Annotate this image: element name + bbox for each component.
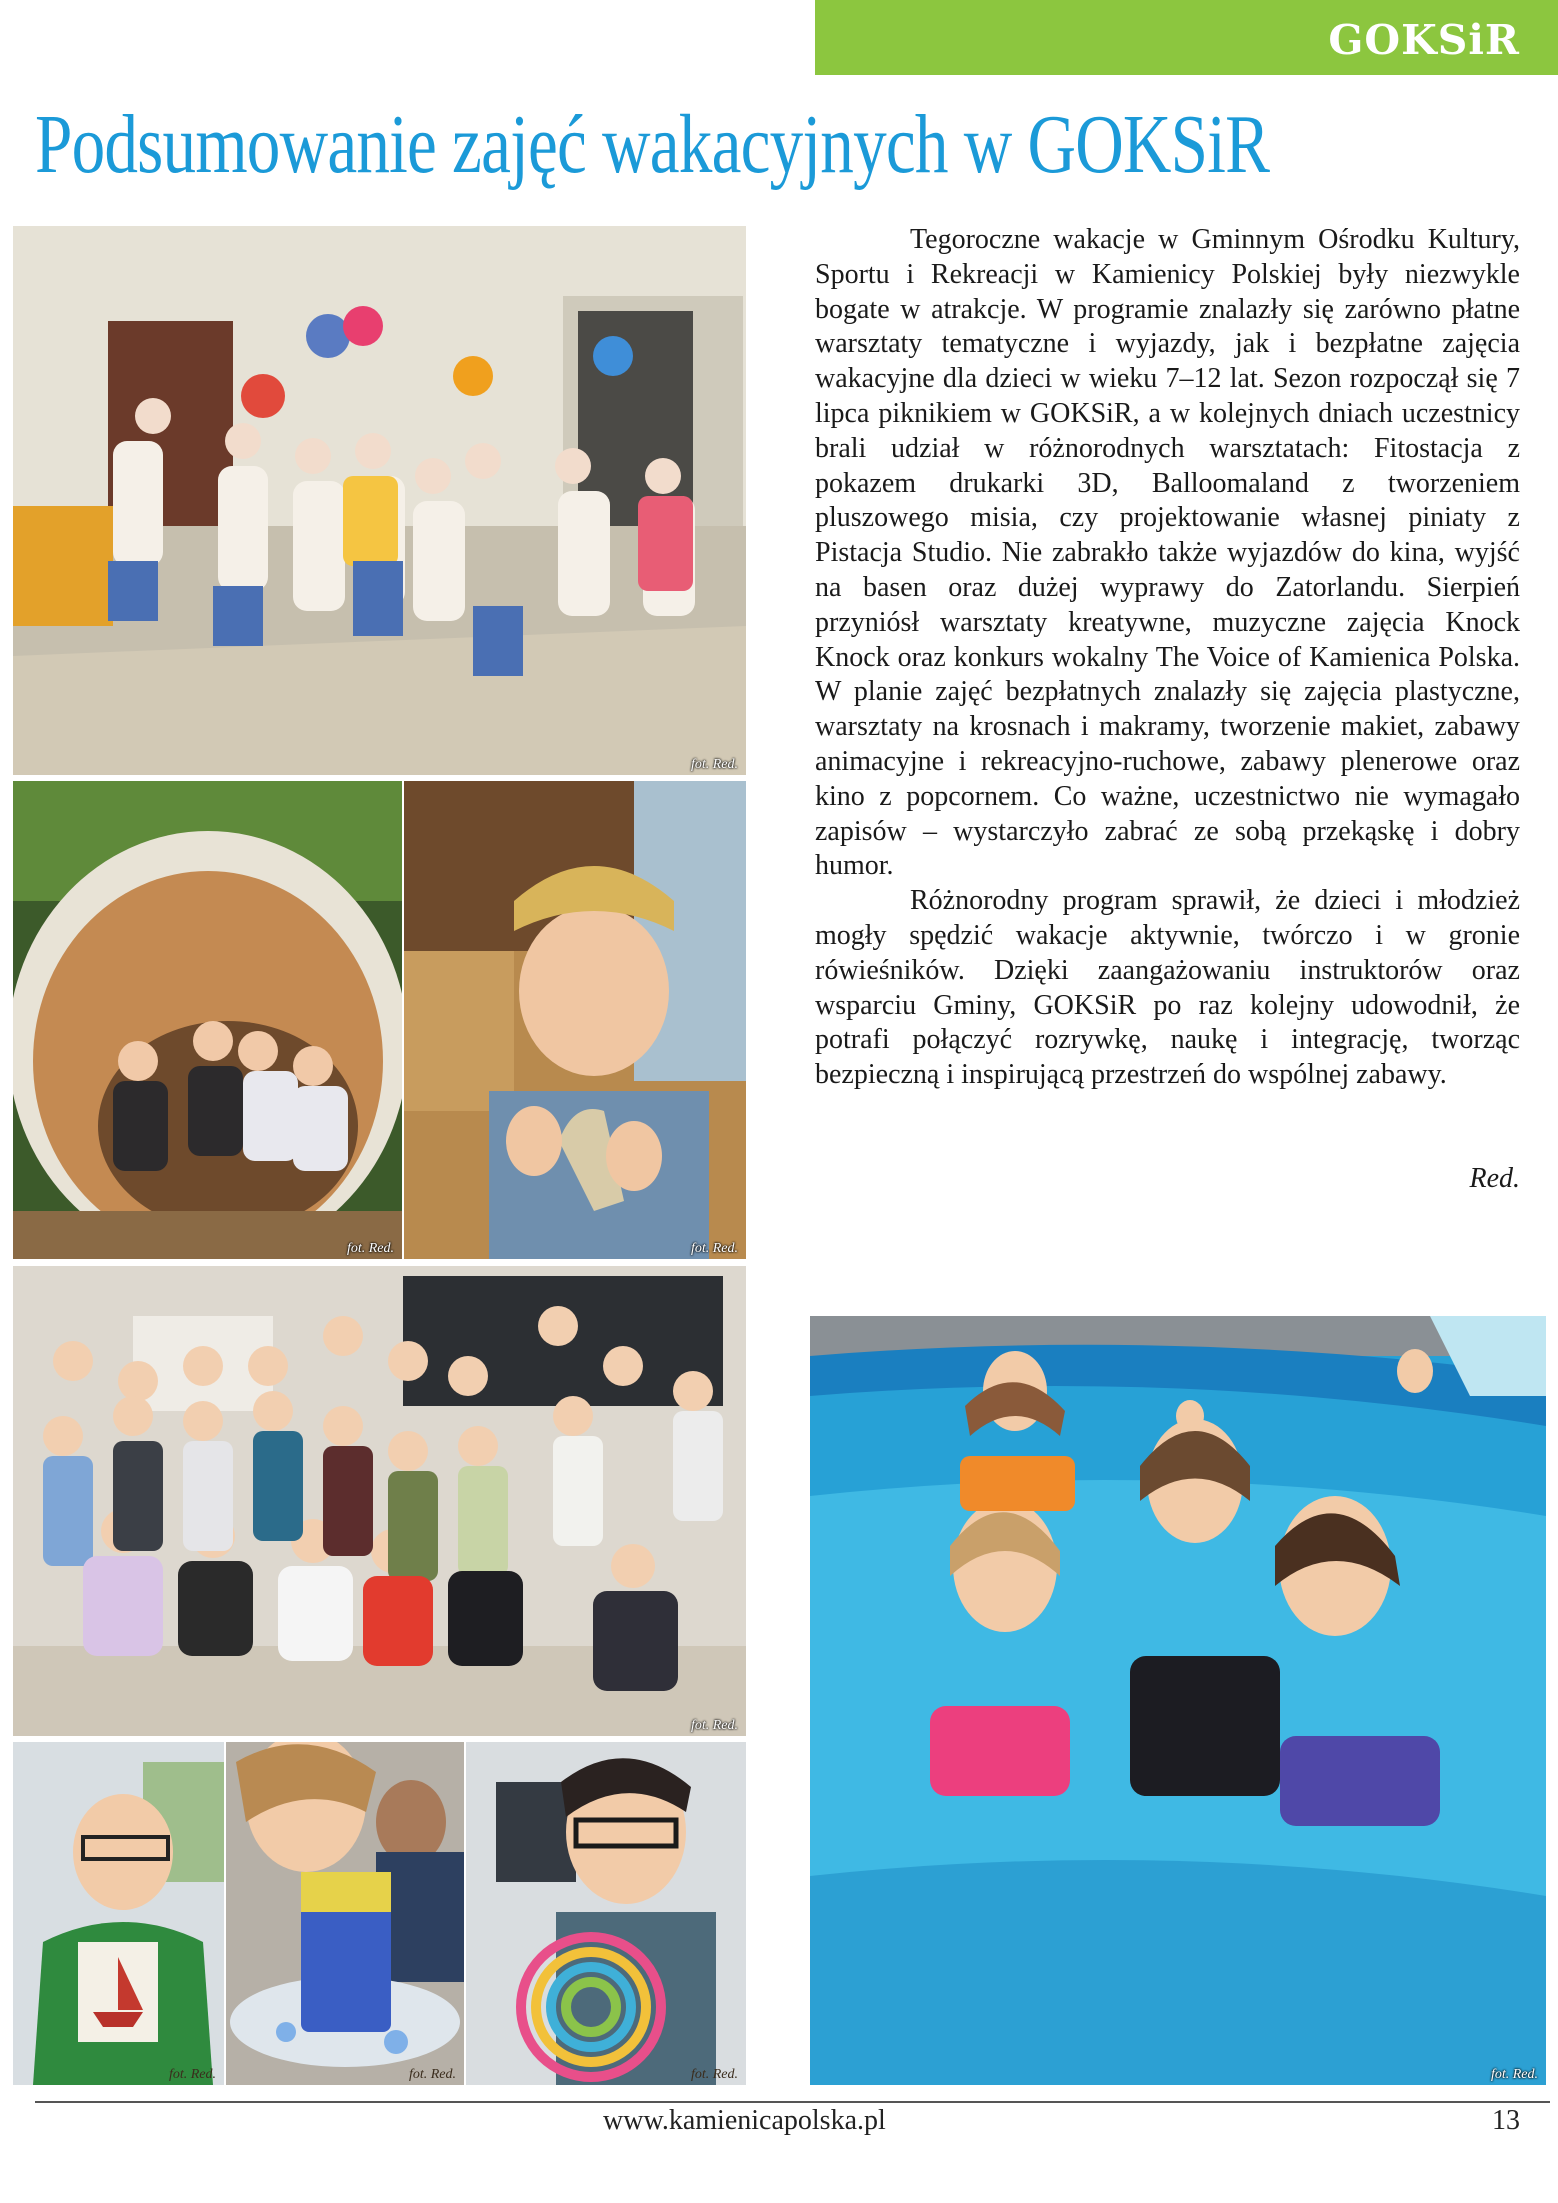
photo-shell-trip: [13, 781, 402, 1259]
page-number: 13: [1492, 2105, 1520, 2136]
photo-masks-workshop: [13, 226, 746, 775]
article-paragraph: Tegoroczne wakacje w Gminnym Ośrodku Kultury, Sportu i Rekreacji w Kamienicy Polskiej były niezwykle bogate w atrakcje. W programie znalazły się zarówno płatne warsztaty tematyczne i wyjazdy, jak i bezpłatne zajęcia wakacyjne dla dzieci w wieku 7–12 lat. Sezon rozpoczął się 7 lipca piknikiem w GOKSiR, a w kolejnych dniach uczestnicy brali udział w różnorodnych warsztatach: Fitostacja z pokazem drukarki 3D, Balloomaland z tworzeniem pluszowego misia, czy projektowanie własnej piniaty z Pistacja Studio. Nie zabrakło także wyjazdów do kina, wyjść na basen oraz dużej wyprawy do Zatorlandu. Sierpień przyniósł warsztaty kreatywne, muzyczne zajęcia Knock Knock oraz konkurs wokalny The Voice of Kamienica Polska. W planie zajęć bezpłatnych znalazły się zajęcia plastyczne, warsztaty na krosnach i makramy, tworzenie makiet, zabawy animacyjne i rekreacyjno-ruchowe, zabawy plenerowe oraz kino z popcornem. Co ważne, uczestnictwo nie wymagało zapisów – wystarczyło zabrać ze sobą przekąskę i dobry humor.: [815, 224, 1520, 882]
photo-credit: fot. Red.: [690, 2067, 738, 2082]
photo-group: [13, 1266, 746, 1736]
photo-pool: [810, 1316, 1546, 2085]
photo-peacock-craft: [466, 1742, 746, 2085]
photo-lava-lamp: [226, 1742, 464, 2085]
photo-boat-craft: [13, 1742, 224, 2085]
photo-credit: fot. Red.: [690, 757, 738, 772]
photo-credit: fot. Red.: [1490, 2067, 1538, 2082]
footer-divider: [35, 2101, 1550, 2103]
photo-credit: fot. Red.: [346, 1241, 394, 1256]
photo-credit: fot. Red.: [168, 2067, 216, 2082]
section-tab: [815, 0, 1558, 75]
photo-credit: fot. Red.: [408, 2067, 456, 2082]
article-signature: Red.: [1469, 1163, 1520, 1194]
section-label: GOKSiR: [1328, 16, 1520, 64]
photo-3d-print-boy: [404, 781, 746, 1259]
photo-credit: fot. Red.: [690, 1718, 738, 1733]
footer-url: www.kamienicapolska.pl: [603, 2105, 886, 2136]
article-paragraph: Różnorodny program sprawił, że dzieci i młodzież mogły spędzić wakacje aktywnie, twórczo i w gronie rówieśników. Dzięki zaangażowaniu instruktorów oraz wsparciu Gminy, GOKSiR po raz kolejny udowodnił, że potrafi połączyć rozrywkę, naukę i integrację, tworząc bezpieczną i inspirującą przestrzeń do wspólnej zabawy.: [815, 885, 1520, 1091]
photo-credit: fot. Red.: [690, 1241, 738, 1256]
article-body: [815, 223, 1520, 1093]
article-headline: Podsumowanie zajęć wakacyjnych w GOKSiR: [35, 98, 1270, 191]
